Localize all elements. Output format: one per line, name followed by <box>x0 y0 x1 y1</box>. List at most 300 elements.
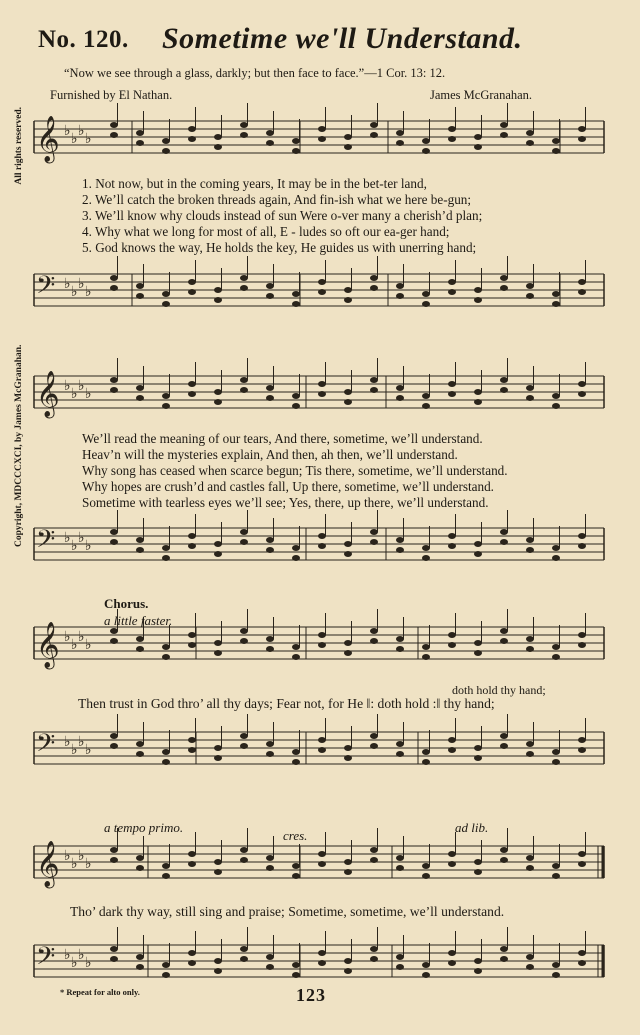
note-head <box>136 741 144 747</box>
note-head <box>474 399 482 405</box>
hymn-title: Sometime we'll Understand. <box>162 22 523 55</box>
note-head <box>578 136 586 142</box>
flat-icon: ♭ <box>64 123 71 139</box>
note-head <box>578 632 586 638</box>
flat-icon: ♭ <box>64 947 71 963</box>
treble-clef-icon: 𝄞 <box>36 622 60 668</box>
note-head <box>214 755 222 761</box>
note-head <box>136 130 144 136</box>
verse-ending-5: Sometime with tearless eyes we’ll see; Yes, there, up there, we’ll understand. <box>82 495 489 510</box>
ad-lib-marking: ad lib. <box>455 820 489 835</box>
note-head <box>474 134 482 140</box>
verse-line-2: 2. We’ll catch the broken threads again, And fin-ish what we here be-gun; <box>82 192 472 207</box>
crescendo-marking: cres. <box>283 828 308 843</box>
note-head <box>448 533 456 539</box>
note-head <box>266 855 274 861</box>
note-head <box>370 857 378 863</box>
note-head <box>396 130 404 136</box>
page-number: 123 <box>296 985 326 1005</box>
note-head <box>422 301 430 307</box>
note-head <box>266 283 274 289</box>
note-head <box>136 964 144 970</box>
verse-ending-1: We’ll read the meaning of our tears, And there, sometime, we’ll understand. <box>82 431 483 446</box>
note-head <box>292 393 300 399</box>
note-head <box>162 972 170 978</box>
note-head <box>110 285 118 291</box>
note-head <box>318 543 326 549</box>
note-head <box>292 644 300 650</box>
note-head <box>370 387 378 393</box>
note-head <box>448 381 456 387</box>
note-head <box>344 134 352 140</box>
note-head <box>266 751 274 757</box>
note-head <box>318 950 326 956</box>
note-head <box>552 393 560 399</box>
note-head <box>370 956 378 962</box>
note-head <box>578 381 586 387</box>
note-head <box>422 644 430 650</box>
note-head <box>292 654 300 660</box>
flat-icon: ♭ <box>64 848 71 864</box>
note-head <box>292 962 300 968</box>
note-head <box>136 636 144 642</box>
note-head <box>240 539 248 545</box>
note-head <box>240 275 248 281</box>
note-head <box>266 964 274 970</box>
note-head <box>448 747 456 753</box>
note-head <box>266 293 274 299</box>
note-head <box>240 946 248 952</box>
flat-icon: ♭ <box>78 378 85 394</box>
note-head <box>344 650 352 656</box>
note-head <box>370 285 378 291</box>
note-head <box>474 755 482 761</box>
note-head <box>266 537 274 543</box>
note-head <box>474 958 482 964</box>
note-head <box>318 861 326 867</box>
flat-icon: ♭ <box>64 629 71 645</box>
note-head <box>578 391 586 397</box>
note-head <box>422 873 430 879</box>
note-head <box>370 946 378 952</box>
note-head <box>474 650 482 656</box>
note-head <box>474 287 482 293</box>
note-head <box>500 132 508 138</box>
note-head <box>110 743 118 749</box>
note-head <box>448 642 456 648</box>
flat-icon: ♭ <box>78 530 85 546</box>
note-head <box>500 946 508 952</box>
note-head <box>422 138 430 144</box>
flat-icon: ♭ <box>78 123 85 139</box>
note-head <box>500 539 508 545</box>
note-head <box>578 279 586 285</box>
note-head <box>110 733 118 739</box>
note-head <box>214 399 222 405</box>
verse-line-3: 3. We’ll know why clouds instead of sun Were o-ver many a cherish’d plan; <box>82 208 483 223</box>
note-head <box>526 395 534 401</box>
note-head <box>370 628 378 634</box>
note-head <box>526 283 534 289</box>
note-head <box>188 289 196 295</box>
tempo-marking: a little faster. <box>104 613 173 628</box>
note-head <box>188 279 196 285</box>
note-head <box>396 547 404 553</box>
flat-icon: ♭ <box>71 131 78 147</box>
note-head <box>552 962 560 968</box>
note-head <box>266 741 274 747</box>
note-head <box>266 954 274 960</box>
note-head <box>474 389 482 395</box>
note-head <box>344 297 352 303</box>
note-head <box>110 529 118 535</box>
note-head <box>240 377 248 383</box>
note-head <box>422 654 430 660</box>
note-head <box>578 737 586 743</box>
note-head <box>344 869 352 875</box>
hymn-number: No. 120. <box>38 26 129 53</box>
note-head <box>292 403 300 409</box>
note-head <box>396 636 404 642</box>
note-head <box>474 551 482 557</box>
note-head <box>526 646 534 652</box>
flat-icon: ♭ <box>64 378 71 394</box>
note-head <box>344 287 352 293</box>
note-head <box>214 869 222 875</box>
flat-icon: ♭ <box>64 734 71 750</box>
note-head <box>396 865 404 871</box>
note-head <box>448 960 456 966</box>
note-head <box>136 751 144 757</box>
note-head <box>500 387 508 393</box>
note-head <box>214 859 222 865</box>
note-head <box>318 381 326 387</box>
note-head <box>344 745 352 751</box>
note-head <box>240 847 248 853</box>
note-head <box>162 654 170 660</box>
note-head <box>344 640 352 646</box>
note-head <box>396 855 404 861</box>
note-head <box>136 954 144 960</box>
note-head <box>266 395 274 401</box>
note-head <box>240 956 248 962</box>
note-head <box>162 301 170 307</box>
note-head <box>396 537 404 543</box>
rights-reserved: All rights reserved. <box>14 107 24 185</box>
note-head <box>214 640 222 646</box>
note-head <box>448 861 456 867</box>
note-head <box>292 291 300 297</box>
copyright-notice <box>14 107 28 547</box>
note-head <box>474 640 482 646</box>
note-head <box>370 132 378 138</box>
note-head <box>552 545 560 551</box>
note-head <box>136 646 144 652</box>
flat-icon: ♭ <box>85 131 92 147</box>
flat-icon: ♭ <box>71 284 78 300</box>
note-head <box>344 958 352 964</box>
note-head <box>370 539 378 545</box>
note-head <box>396 964 404 970</box>
note-head <box>318 533 326 539</box>
note-head <box>214 745 222 751</box>
note-head <box>344 144 352 150</box>
note-head <box>292 863 300 869</box>
note-head <box>526 130 534 136</box>
note-head <box>552 972 560 978</box>
note-head <box>448 126 456 132</box>
note-head <box>396 293 404 299</box>
note-head <box>266 547 274 553</box>
verse-ending-2: Heav’n will the mysteries explain, And then, ah then, we’ll understand. <box>82 447 458 462</box>
note-head <box>422 962 430 968</box>
note-head <box>162 644 170 650</box>
note-head <box>396 385 404 391</box>
note-head <box>110 539 118 545</box>
note-head <box>578 642 586 648</box>
note-head <box>240 857 248 863</box>
note-head <box>422 749 430 755</box>
note-head <box>162 759 170 765</box>
flat-icon: ♭ <box>85 538 92 554</box>
note-head <box>422 759 430 765</box>
note-head <box>110 122 118 128</box>
note-head <box>344 755 352 761</box>
note-head <box>188 747 196 753</box>
note-head <box>318 279 326 285</box>
note-head <box>214 541 222 547</box>
note-head <box>188 960 196 966</box>
note-head <box>344 541 352 547</box>
note-head <box>136 537 144 543</box>
note-head <box>318 126 326 132</box>
note-head <box>474 541 482 547</box>
note-head <box>318 960 326 966</box>
flat-icon: ♭ <box>78 848 85 864</box>
note-head <box>318 136 326 142</box>
flat-icon: ♭ <box>71 955 78 971</box>
note-head <box>500 122 508 128</box>
note-head <box>188 533 196 539</box>
note-head <box>370 743 378 749</box>
note-head <box>526 636 534 642</box>
treble-clef-icon: 𝄞 <box>36 841 60 887</box>
flat-icon: ♭ <box>85 284 92 300</box>
note-head <box>526 865 534 871</box>
note-head <box>292 148 300 154</box>
note-head <box>552 403 560 409</box>
note-head <box>344 968 352 974</box>
note-head <box>370 377 378 383</box>
note-head <box>370 638 378 644</box>
verse-ending-4: Why hopes are crush’d and castles fall, Up there, sometime, we’ll understand. <box>82 479 494 494</box>
note-head <box>240 733 248 739</box>
note-head <box>318 632 326 638</box>
note-head <box>500 857 508 863</box>
lyricist-credit: Furnished by El Nathan. <box>50 88 173 102</box>
note-head <box>318 289 326 295</box>
note-head <box>162 873 170 879</box>
note-head <box>162 962 170 968</box>
note-head <box>266 865 274 871</box>
note-head <box>214 551 222 557</box>
note-head <box>188 126 196 132</box>
note-head <box>422 545 430 551</box>
chorus-label: Chorus. <box>104 596 149 611</box>
flat-icon: ♭ <box>85 742 92 758</box>
note-head <box>422 863 430 869</box>
note-head <box>526 751 534 757</box>
note-head <box>344 389 352 395</box>
note-head <box>500 638 508 644</box>
note-head <box>526 954 534 960</box>
note-head <box>344 859 352 865</box>
note-head <box>422 291 430 297</box>
note-head <box>110 377 118 383</box>
note-head <box>292 873 300 879</box>
note-head <box>266 385 274 391</box>
note-head <box>422 403 430 409</box>
note-head <box>266 636 274 642</box>
note-head <box>162 403 170 409</box>
note-head <box>162 555 170 561</box>
note-head <box>240 628 248 634</box>
note-head <box>214 968 222 974</box>
note-head <box>266 646 274 652</box>
note-head <box>162 749 170 755</box>
flat-icon: ♭ <box>78 947 85 963</box>
note-head <box>500 529 508 535</box>
note-head <box>214 144 222 150</box>
note-head <box>500 956 508 962</box>
note-head <box>448 543 456 549</box>
note-head <box>162 148 170 154</box>
note-head <box>344 399 352 405</box>
note-head <box>578 851 586 857</box>
note-head <box>266 130 274 136</box>
note-head <box>552 749 560 755</box>
note-head <box>162 545 170 551</box>
note-head <box>240 285 248 291</box>
note-head <box>188 642 196 648</box>
note-head <box>552 644 560 650</box>
note-head <box>474 297 482 303</box>
note-head <box>240 638 248 644</box>
note-head <box>110 956 118 962</box>
note-head <box>474 859 482 865</box>
note-head <box>500 275 508 281</box>
note-head <box>526 855 534 861</box>
note-head <box>526 547 534 553</box>
note-head <box>318 642 326 648</box>
note-head <box>188 136 196 142</box>
note-head <box>422 555 430 561</box>
note-head <box>214 650 222 656</box>
verse-ending-3: Why song has ceased when scarce begun; Tis there, sometime, we’ll understand. <box>82 463 508 478</box>
note-head <box>422 148 430 154</box>
note-head <box>552 291 560 297</box>
note-head <box>188 632 196 638</box>
note-head <box>292 972 300 978</box>
note-head <box>500 377 508 383</box>
note-head <box>110 847 118 853</box>
note-head <box>292 301 300 307</box>
note-head <box>552 863 560 869</box>
verse-line-5: 5. God knows the way, He holds the key, He guides us with unerring hand; <box>82 240 477 255</box>
note-head <box>526 140 534 146</box>
note-head <box>162 863 170 869</box>
note-head <box>214 389 222 395</box>
note-head <box>292 555 300 561</box>
note-head <box>396 751 404 757</box>
note-head <box>448 851 456 857</box>
note-head <box>578 543 586 549</box>
note-head <box>526 385 534 391</box>
note-head <box>110 946 118 952</box>
note-head <box>552 654 560 660</box>
note-head <box>188 861 196 867</box>
note-head <box>240 529 248 535</box>
final-lyric: Tho’ dark thy way, still sing and praise; Sometime, sometime, we’ll understand. <box>70 904 505 919</box>
note-head <box>526 293 534 299</box>
note-head <box>500 847 508 853</box>
treble-clef-icon: 𝄞 <box>36 116 60 162</box>
verse-line-1: 1. Not now, but in the coming years, It may be in the bet-ter land, <box>82 176 427 191</box>
note-head <box>448 289 456 295</box>
treble-clef-icon: 𝄞 <box>36 371 60 417</box>
flat-icon: ♭ <box>85 637 92 653</box>
flat-icon: ♭ <box>71 856 78 872</box>
note-head <box>110 857 118 863</box>
flat-icon: ♭ <box>71 386 78 402</box>
composer-credit: James McGranahan. <box>430 88 533 102</box>
note-head <box>240 387 248 393</box>
note-head <box>422 393 430 399</box>
note-head <box>396 646 404 652</box>
note-head <box>474 869 482 875</box>
note-head <box>136 865 144 871</box>
note-head <box>266 140 274 146</box>
note-head <box>136 547 144 553</box>
note-head <box>370 847 378 853</box>
note-head <box>188 851 196 857</box>
flat-icon: ♭ <box>78 276 85 292</box>
flat-icon: ♭ <box>85 386 92 402</box>
note-head <box>318 747 326 753</box>
flat-icon: ♭ <box>64 530 71 546</box>
note-head <box>396 395 404 401</box>
note-head <box>578 747 586 753</box>
note-head <box>448 737 456 743</box>
note-head <box>240 743 248 749</box>
note-head <box>578 861 586 867</box>
alto-lyric: doth hold thy hand; <box>452 683 546 697</box>
note-head <box>500 743 508 749</box>
bass-clef-icon: 𝄢 <box>36 525 56 560</box>
note-head <box>500 285 508 291</box>
note-head <box>292 545 300 551</box>
note-head <box>500 733 508 739</box>
note-head <box>188 737 196 743</box>
copyright-text: Copyright, MDCCCXCI, by James McGranahan. <box>14 344 24 547</box>
note-head <box>188 381 196 387</box>
note-head <box>448 279 456 285</box>
note-head <box>474 968 482 974</box>
flat-icon: ♭ <box>71 742 78 758</box>
footnote: * Repeat for alto only. <box>60 987 140 997</box>
note-head <box>526 537 534 543</box>
note-head <box>370 122 378 128</box>
